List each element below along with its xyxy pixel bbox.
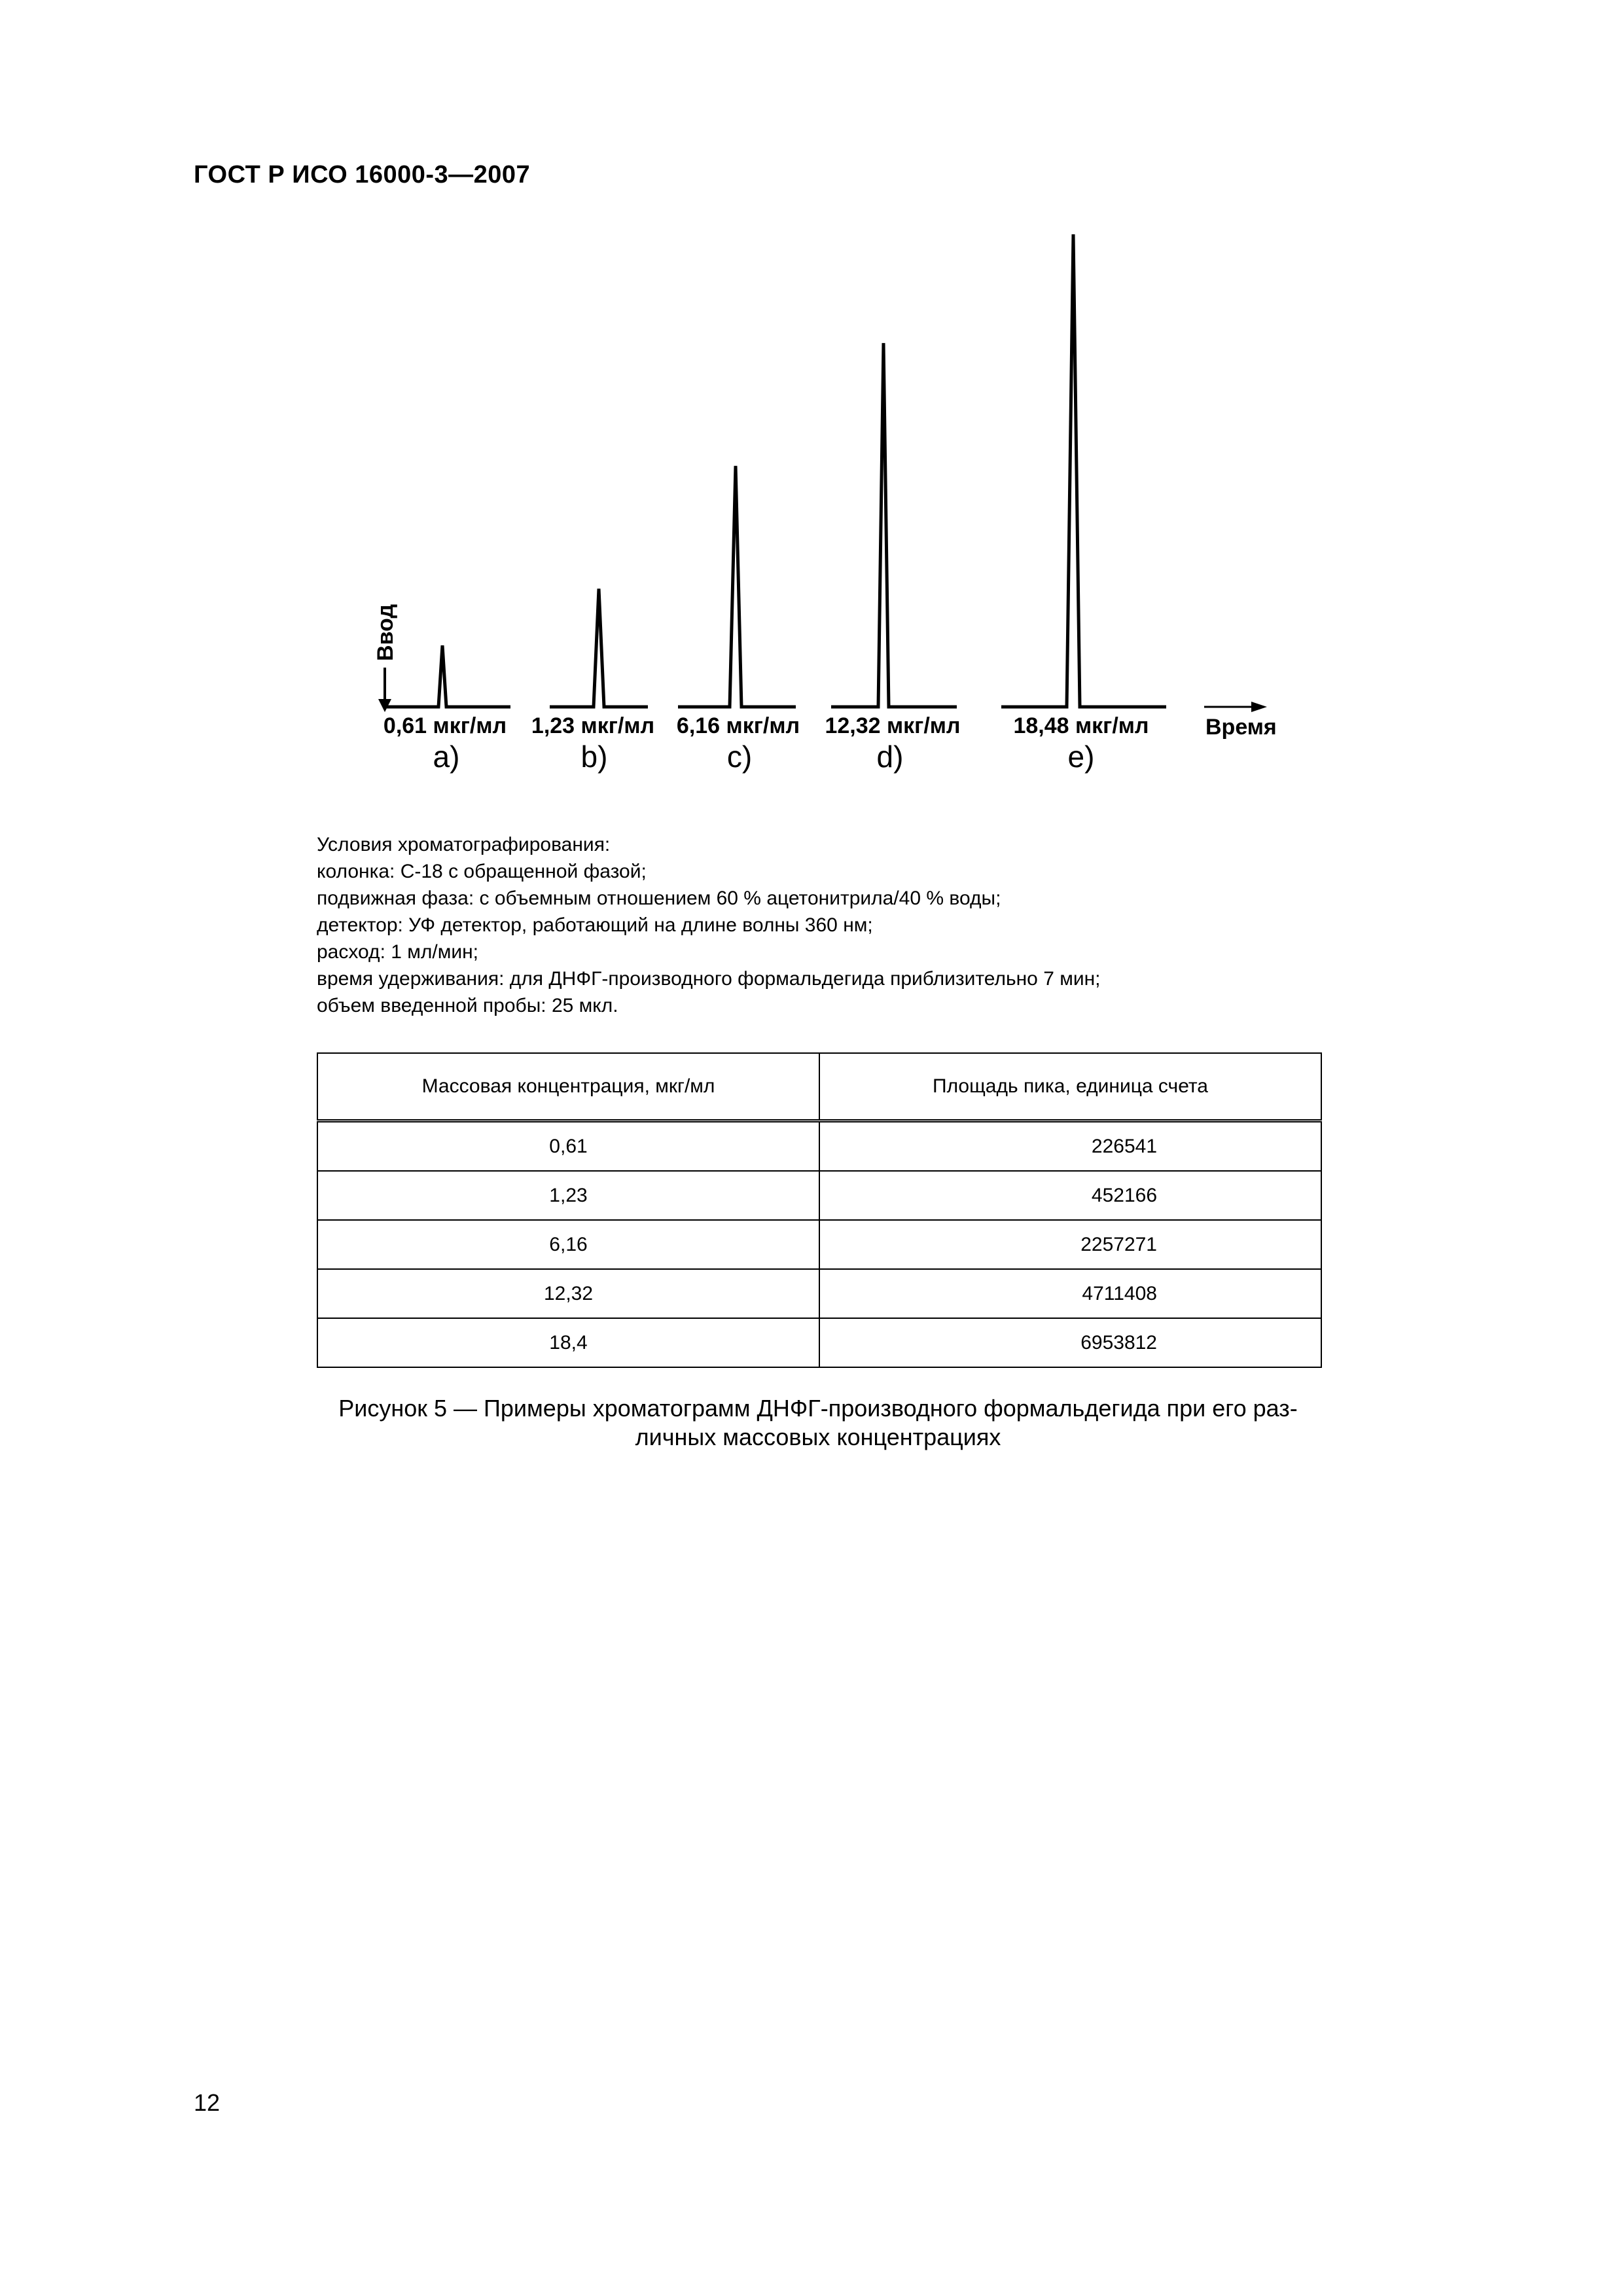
peak-trace: [550, 589, 648, 708]
cell-concentration: 0,61: [317, 1121, 819, 1172]
peak-trace: [831, 343, 957, 707]
peak-panel-label: c): [726, 740, 753, 774]
peak-concentration-label: 6,16 мкг/мл: [676, 713, 800, 738]
peak-panel-label: d): [876, 740, 904, 774]
peak-panel-label: b): [580, 740, 608, 774]
chromatogram-figure: [0, 0, 1623, 812]
table-header-row: [317, 1053, 1321, 1121]
peak-concentration-label: 12,32 мкг/мл: [825, 713, 961, 738]
caption-line: Рисунок 5 — Примеры хроматограмм ДНФГ-производного формальдегида при его раз-: [338, 1395, 1298, 1422]
table-row: [317, 1220, 1321, 1269]
conditions-line: детектор: УФ детектор, работающий на длине волны 360 нм;: [317, 914, 873, 936]
conditions-line: объем введенной пробы: 25 мкл.: [317, 995, 618, 1016]
peak-concentration-label: 1,23 мкг/мл: [531, 713, 655, 738]
document-header: ГОСТ Р ИСО 16000-3—2007: [194, 161, 531, 188]
figure-caption: [314, 1394, 1322, 1452]
column-header-peak-area: Площадь пика, единица счета: [819, 1053, 1321, 1121]
table-row: [317, 1318, 1321, 1367]
cell-concentration: 18,4: [317, 1318, 819, 1367]
cell-peak-area: 452166: [819, 1171, 1321, 1220]
peak-trace: [1001, 234, 1166, 707]
table-row: [317, 1121, 1321, 1172]
cell-concentration: 6,16: [317, 1220, 819, 1269]
x-axis-time-marker: [1204, 702, 1277, 740]
table-row: [317, 1269, 1321, 1318]
cell-concentration: 12,32: [317, 1269, 819, 1318]
conditions-line: подвижная фаза: с объемным отношением 60 % ацетонитрила/40 % воды;: [317, 888, 1001, 909]
peak-trace: [385, 645, 510, 707]
peak-concentration-label: 0,61 мкг/мл: [383, 713, 507, 738]
results-table: [317, 1052, 1322, 1368]
cell-peak-area: 2257271: [819, 1220, 1321, 1269]
cell-peak-area: 226541: [819, 1121, 1321, 1172]
y-axis-input-marker: [373, 604, 398, 712]
cell-concentration: 1,23: [317, 1171, 819, 1220]
peak-panel-label: e): [1067, 740, 1095, 774]
cell-peak-area: 4711408: [819, 1269, 1321, 1318]
conditions-line: расход: 1 мл/мин;: [317, 941, 479, 963]
column-header-concentration: Массовая концентрация, мкг/мл: [317, 1053, 819, 1121]
y-axis-label: Ввод: [373, 604, 398, 661]
conditions-title: Условия хроматографирования:: [317, 834, 611, 855]
peak-panel-label: a): [433, 740, 460, 774]
conditions-line: время удерживания: для ДНФГ-производного формальдегида приблизительно 7 мин;: [317, 968, 1101, 990]
peaks-group: [383, 234, 1166, 774]
chromatography-conditions: [317, 831, 1101, 1019]
peak-concentration-label: 18,48 мкг/мл: [1013, 713, 1149, 738]
table-row: [317, 1171, 1321, 1220]
peak-trace: [678, 466, 796, 707]
page-number: 12: [194, 2089, 221, 2116]
x-axis-label: Время: [1205, 715, 1277, 740]
caption-line: личных массовых концентрациях: [635, 1424, 1001, 1450]
cell-peak-area: 6953812: [819, 1318, 1321, 1367]
conditions-line: колонка: С-18 с обращенной фазой;: [317, 861, 647, 882]
